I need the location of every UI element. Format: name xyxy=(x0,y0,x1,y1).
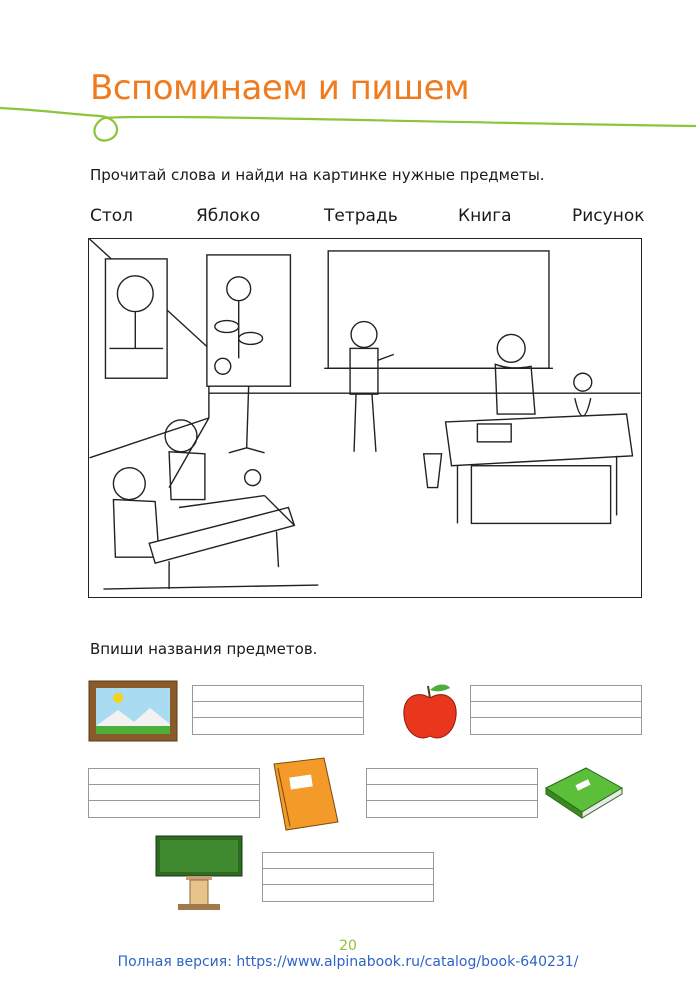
page-title: Вспоминаем и пишем xyxy=(90,68,470,108)
word-apple: Яблоко xyxy=(196,206,261,226)
page-number: 20 xyxy=(339,938,357,954)
notebook-icon xyxy=(268,756,344,832)
word-book: Книга xyxy=(458,206,512,226)
answer-lines-desk[interactable] xyxy=(262,852,434,902)
classroom-illustration xyxy=(88,238,642,598)
framed-picture-icon xyxy=(88,680,178,742)
word-notebook: Тетрадь xyxy=(324,206,398,226)
full-version-link[interactable]: Полная версия: https://www.alpinabook.ru/catalog/book-640231/ xyxy=(117,954,579,970)
word-drawing: Рисунок xyxy=(572,206,645,226)
desk-icon xyxy=(154,834,244,912)
book-icon xyxy=(542,764,626,820)
answer-lines-book[interactable] xyxy=(366,768,538,818)
decorative-swoosh xyxy=(0,96,696,146)
answer-lines-picture[interactable] xyxy=(192,685,364,735)
answer-lines-notebook[interactable] xyxy=(88,768,260,818)
apple-icon xyxy=(398,680,462,744)
word-table: Стол xyxy=(90,206,134,226)
instruction-write: Впиши названия предметов. xyxy=(90,640,318,658)
instruction-find: Прочитай слова и найди на картинке нужные предметы. xyxy=(90,166,545,184)
answer-lines-apple[interactable] xyxy=(470,685,642,735)
